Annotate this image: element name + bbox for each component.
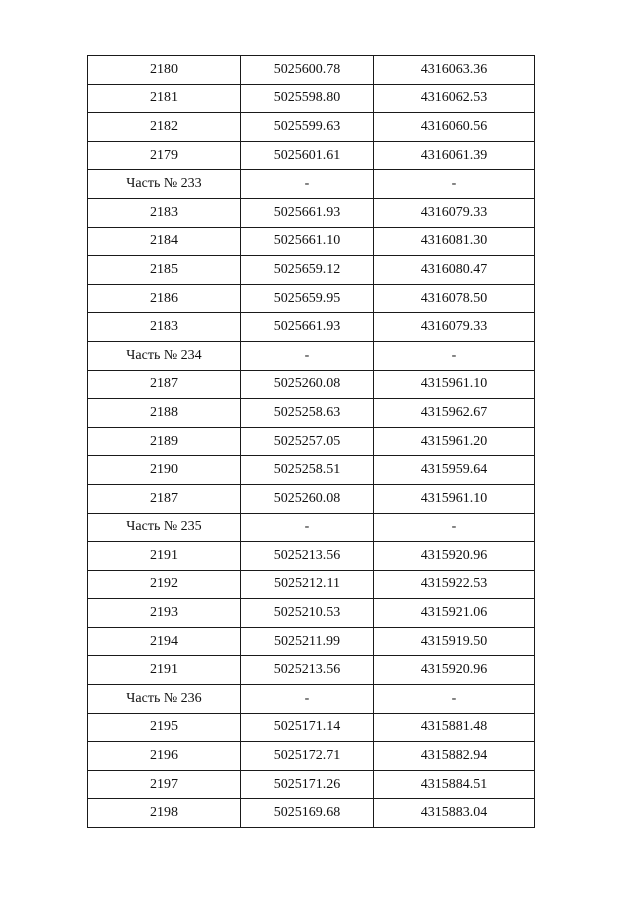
y-coordinate-cell: 4315919.50 (374, 627, 535, 656)
x-coordinate-cell: 5025598.80 (241, 84, 374, 113)
table-row (88, 56, 535, 85)
table-row (88, 799, 535, 828)
table-row (88, 113, 535, 142)
part-label-cell: Часть № 234 (88, 341, 241, 370)
y-coordinate-cell: 4315920.96 (374, 542, 535, 571)
y-coordinate-cell: 4316063.36 (374, 56, 535, 85)
table-row (88, 656, 535, 685)
x-coordinate-cell: - (241, 685, 374, 714)
point-number-cell: 2192 (88, 570, 241, 599)
point-number-cell: 2190 (88, 456, 241, 485)
point-number-cell: 2196 (88, 742, 241, 771)
y-coordinate-cell: 4315921.06 (374, 599, 535, 628)
coordinates-table (87, 55, 535, 828)
point-number-cell: 2197 (88, 770, 241, 799)
y-coordinate-cell: 4315881.48 (374, 713, 535, 742)
x-coordinate-cell: 5025601.61 (241, 141, 374, 170)
point-number-cell: 2186 (88, 284, 241, 313)
x-coordinate-cell: 5025172.71 (241, 742, 374, 771)
table-row (88, 198, 535, 227)
coordinates-table-body (88, 56, 535, 828)
x-coordinate-cell: 5025257.05 (241, 427, 374, 456)
point-number-cell: 2185 (88, 256, 241, 285)
x-coordinate-cell: 5025212.11 (241, 570, 374, 599)
table-row (88, 542, 535, 571)
table-row (88, 84, 535, 113)
table-row (88, 227, 535, 256)
table-row (88, 256, 535, 285)
x-coordinate-cell: 5025661.10 (241, 227, 374, 256)
table-row (88, 427, 535, 456)
table-row (88, 770, 535, 799)
x-coordinate-cell: - (241, 170, 374, 199)
point-number-cell: 2187 (88, 484, 241, 513)
point-number-cell: 2193 (88, 599, 241, 628)
y-coordinate-cell: 4315959.64 (374, 456, 535, 485)
y-coordinate-cell: 4315961.20 (374, 427, 535, 456)
x-coordinate-cell: 5025260.08 (241, 370, 374, 399)
point-number-cell: 2189 (88, 427, 241, 456)
x-coordinate-cell: 5025210.53 (241, 599, 374, 628)
y-coordinate-cell: 4315882.94 (374, 742, 535, 771)
y-coordinate-cell: 4316062.53 (374, 84, 535, 113)
x-coordinate-cell: 5025258.51 (241, 456, 374, 485)
y-coordinate-cell: 4316081.30 (374, 227, 535, 256)
y-coordinate-cell: 4316078.50 (374, 284, 535, 313)
part-label-cell: Часть № 235 (88, 513, 241, 542)
part-label-cell: Часть № 233 (88, 170, 241, 199)
x-coordinate-cell: - (241, 341, 374, 370)
table-row (88, 141, 535, 170)
table-row (88, 742, 535, 771)
part-header-row (88, 685, 535, 714)
point-number-cell: 2183 (88, 198, 241, 227)
y-coordinate-cell: 4315962.67 (374, 399, 535, 428)
point-number-cell: 2180 (88, 56, 241, 85)
point-number-cell: 2195 (88, 713, 241, 742)
y-coordinate-cell: - (374, 513, 535, 542)
part-header-row (88, 341, 535, 370)
x-coordinate-cell: 5025659.95 (241, 284, 374, 313)
y-coordinate-cell: - (374, 170, 535, 199)
x-coordinate-cell: 5025171.26 (241, 770, 374, 799)
table-row (88, 313, 535, 342)
x-coordinate-cell: 5025213.56 (241, 656, 374, 685)
point-number-cell: 2198 (88, 799, 241, 828)
table-row (88, 284, 535, 313)
point-number-cell: 2181 (88, 84, 241, 113)
point-number-cell: 2188 (88, 399, 241, 428)
table-row (88, 570, 535, 599)
y-coordinate-cell: 4316080.47 (374, 256, 535, 285)
part-label-cell: Часть № 236 (88, 685, 241, 714)
y-coordinate-cell: 4315922.53 (374, 570, 535, 599)
table-row (88, 599, 535, 628)
x-coordinate-cell: 5025659.12 (241, 256, 374, 285)
x-coordinate-cell: 5025600.78 (241, 56, 374, 85)
point-number-cell: 2184 (88, 227, 241, 256)
point-number-cell: 2187 (88, 370, 241, 399)
y-coordinate-cell: 4315961.10 (374, 370, 535, 399)
point-number-cell: 2183 (88, 313, 241, 342)
y-coordinate-cell: - (374, 685, 535, 714)
x-coordinate-cell: 5025169.68 (241, 799, 374, 828)
table-row (88, 713, 535, 742)
y-coordinate-cell: 4315920.96 (374, 656, 535, 685)
x-coordinate-cell: 5025258.63 (241, 399, 374, 428)
part-header-row (88, 513, 535, 542)
y-coordinate-cell: 4316061.39 (374, 141, 535, 170)
table-row (88, 399, 535, 428)
x-coordinate-cell: 5025260.08 (241, 484, 374, 513)
point-number-cell: 2194 (88, 627, 241, 656)
part-header-row (88, 170, 535, 199)
point-number-cell: 2182 (88, 113, 241, 142)
x-coordinate-cell: 5025661.93 (241, 313, 374, 342)
y-coordinate-cell: 4315883.04 (374, 799, 535, 828)
table-row (88, 370, 535, 399)
x-coordinate-cell: 5025213.56 (241, 542, 374, 571)
x-coordinate-cell: - (241, 513, 374, 542)
y-coordinate-cell: 4316079.33 (374, 198, 535, 227)
point-number-cell: 2191 (88, 542, 241, 571)
y-coordinate-cell: 4315961.10 (374, 484, 535, 513)
point-number-cell: 2179 (88, 141, 241, 170)
table-row (88, 484, 535, 513)
x-coordinate-cell: 5025661.93 (241, 198, 374, 227)
y-coordinate-cell: 4315884.51 (374, 770, 535, 799)
y-coordinate-cell: 4316060.56 (374, 113, 535, 142)
point-number-cell: 2191 (88, 656, 241, 685)
y-coordinate-cell: 4316079.33 (374, 313, 535, 342)
y-coordinate-cell: - (374, 341, 535, 370)
x-coordinate-cell: 5025171.14 (241, 713, 374, 742)
table-row (88, 627, 535, 656)
table-row (88, 456, 535, 485)
x-coordinate-cell: 5025211.99 (241, 627, 374, 656)
x-coordinate-cell: 5025599.63 (241, 113, 374, 142)
